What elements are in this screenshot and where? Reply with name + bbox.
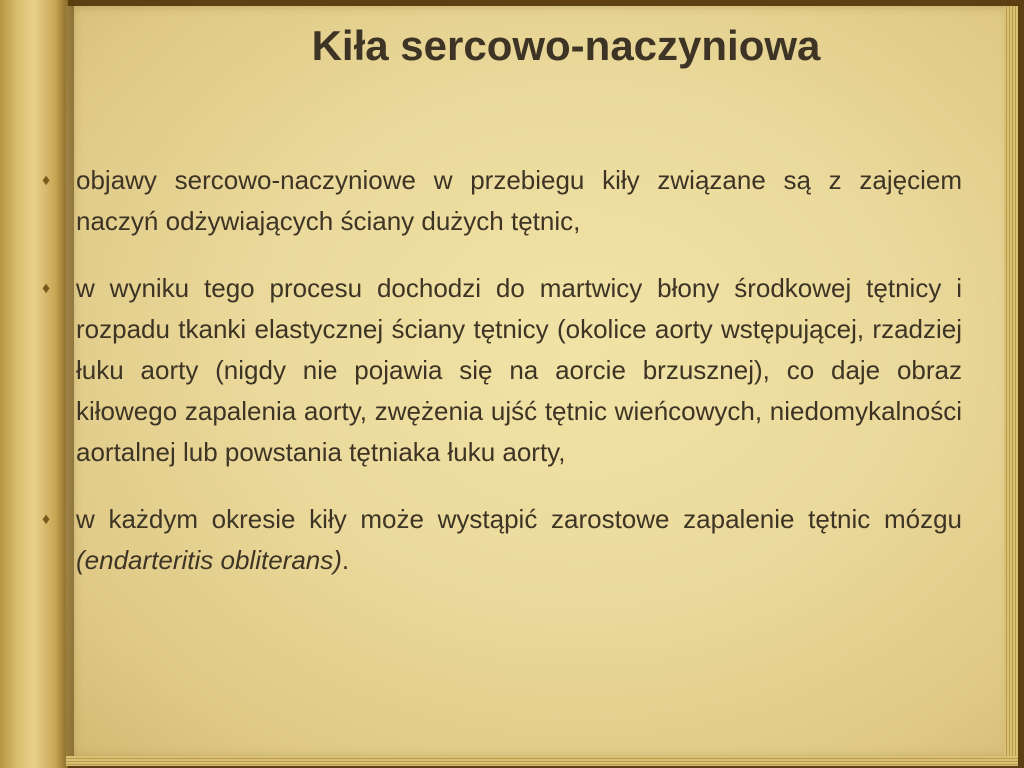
bullet-text: objawy sercowo-naczyniowe w przebiegu kiły związane są z zajęciem naczyń odżywiających ściany dużych tętnic, <box>76 165 962 236</box>
bullet-list <box>42 160 962 607</box>
page-edge-right <box>1004 6 1018 762</box>
diamond-bullet-icon: ♦ <box>42 280 51 297</box>
diamond-bullet-icon: ♦ <box>42 172 51 189</box>
bullet-text: w każdym okresie kiły może wystąpić zarostowe zapalenie tętnic mózgu <box>76 504 962 534</box>
bullet-text-end: . <box>341 545 350 575</box>
bullet-text-italic: (endarteritis obliterans) <box>76 545 342 575</box>
bullet-item <box>42 499 962 581</box>
bullet-item <box>42 268 962 473</box>
slide-title: Kiła sercowo-naczyniowa <box>311 22 821 69</box>
bullet-text: w wyniku tego procesu dochodzi do martwicy błony środkowej tętnicy i rozpadu tkanki elastycznej ściany tętnicy (okolice aorty wstępującej, rzadziej łuku aorty (nigdy nie pojawia się na aorcie brzusznej), co daje obraz kiłowego zapalenia aorty, zwężenia ujść tętnic wieńcowych, niedomykalności aortalnej lub powstania tętniaka łuku aorty, <box>76 273 962 467</box>
bullet-item <box>42 160 962 242</box>
page-edge-bottom <box>66 756 1018 766</box>
diamond-bullet-icon: ♦ <box>42 511 51 528</box>
